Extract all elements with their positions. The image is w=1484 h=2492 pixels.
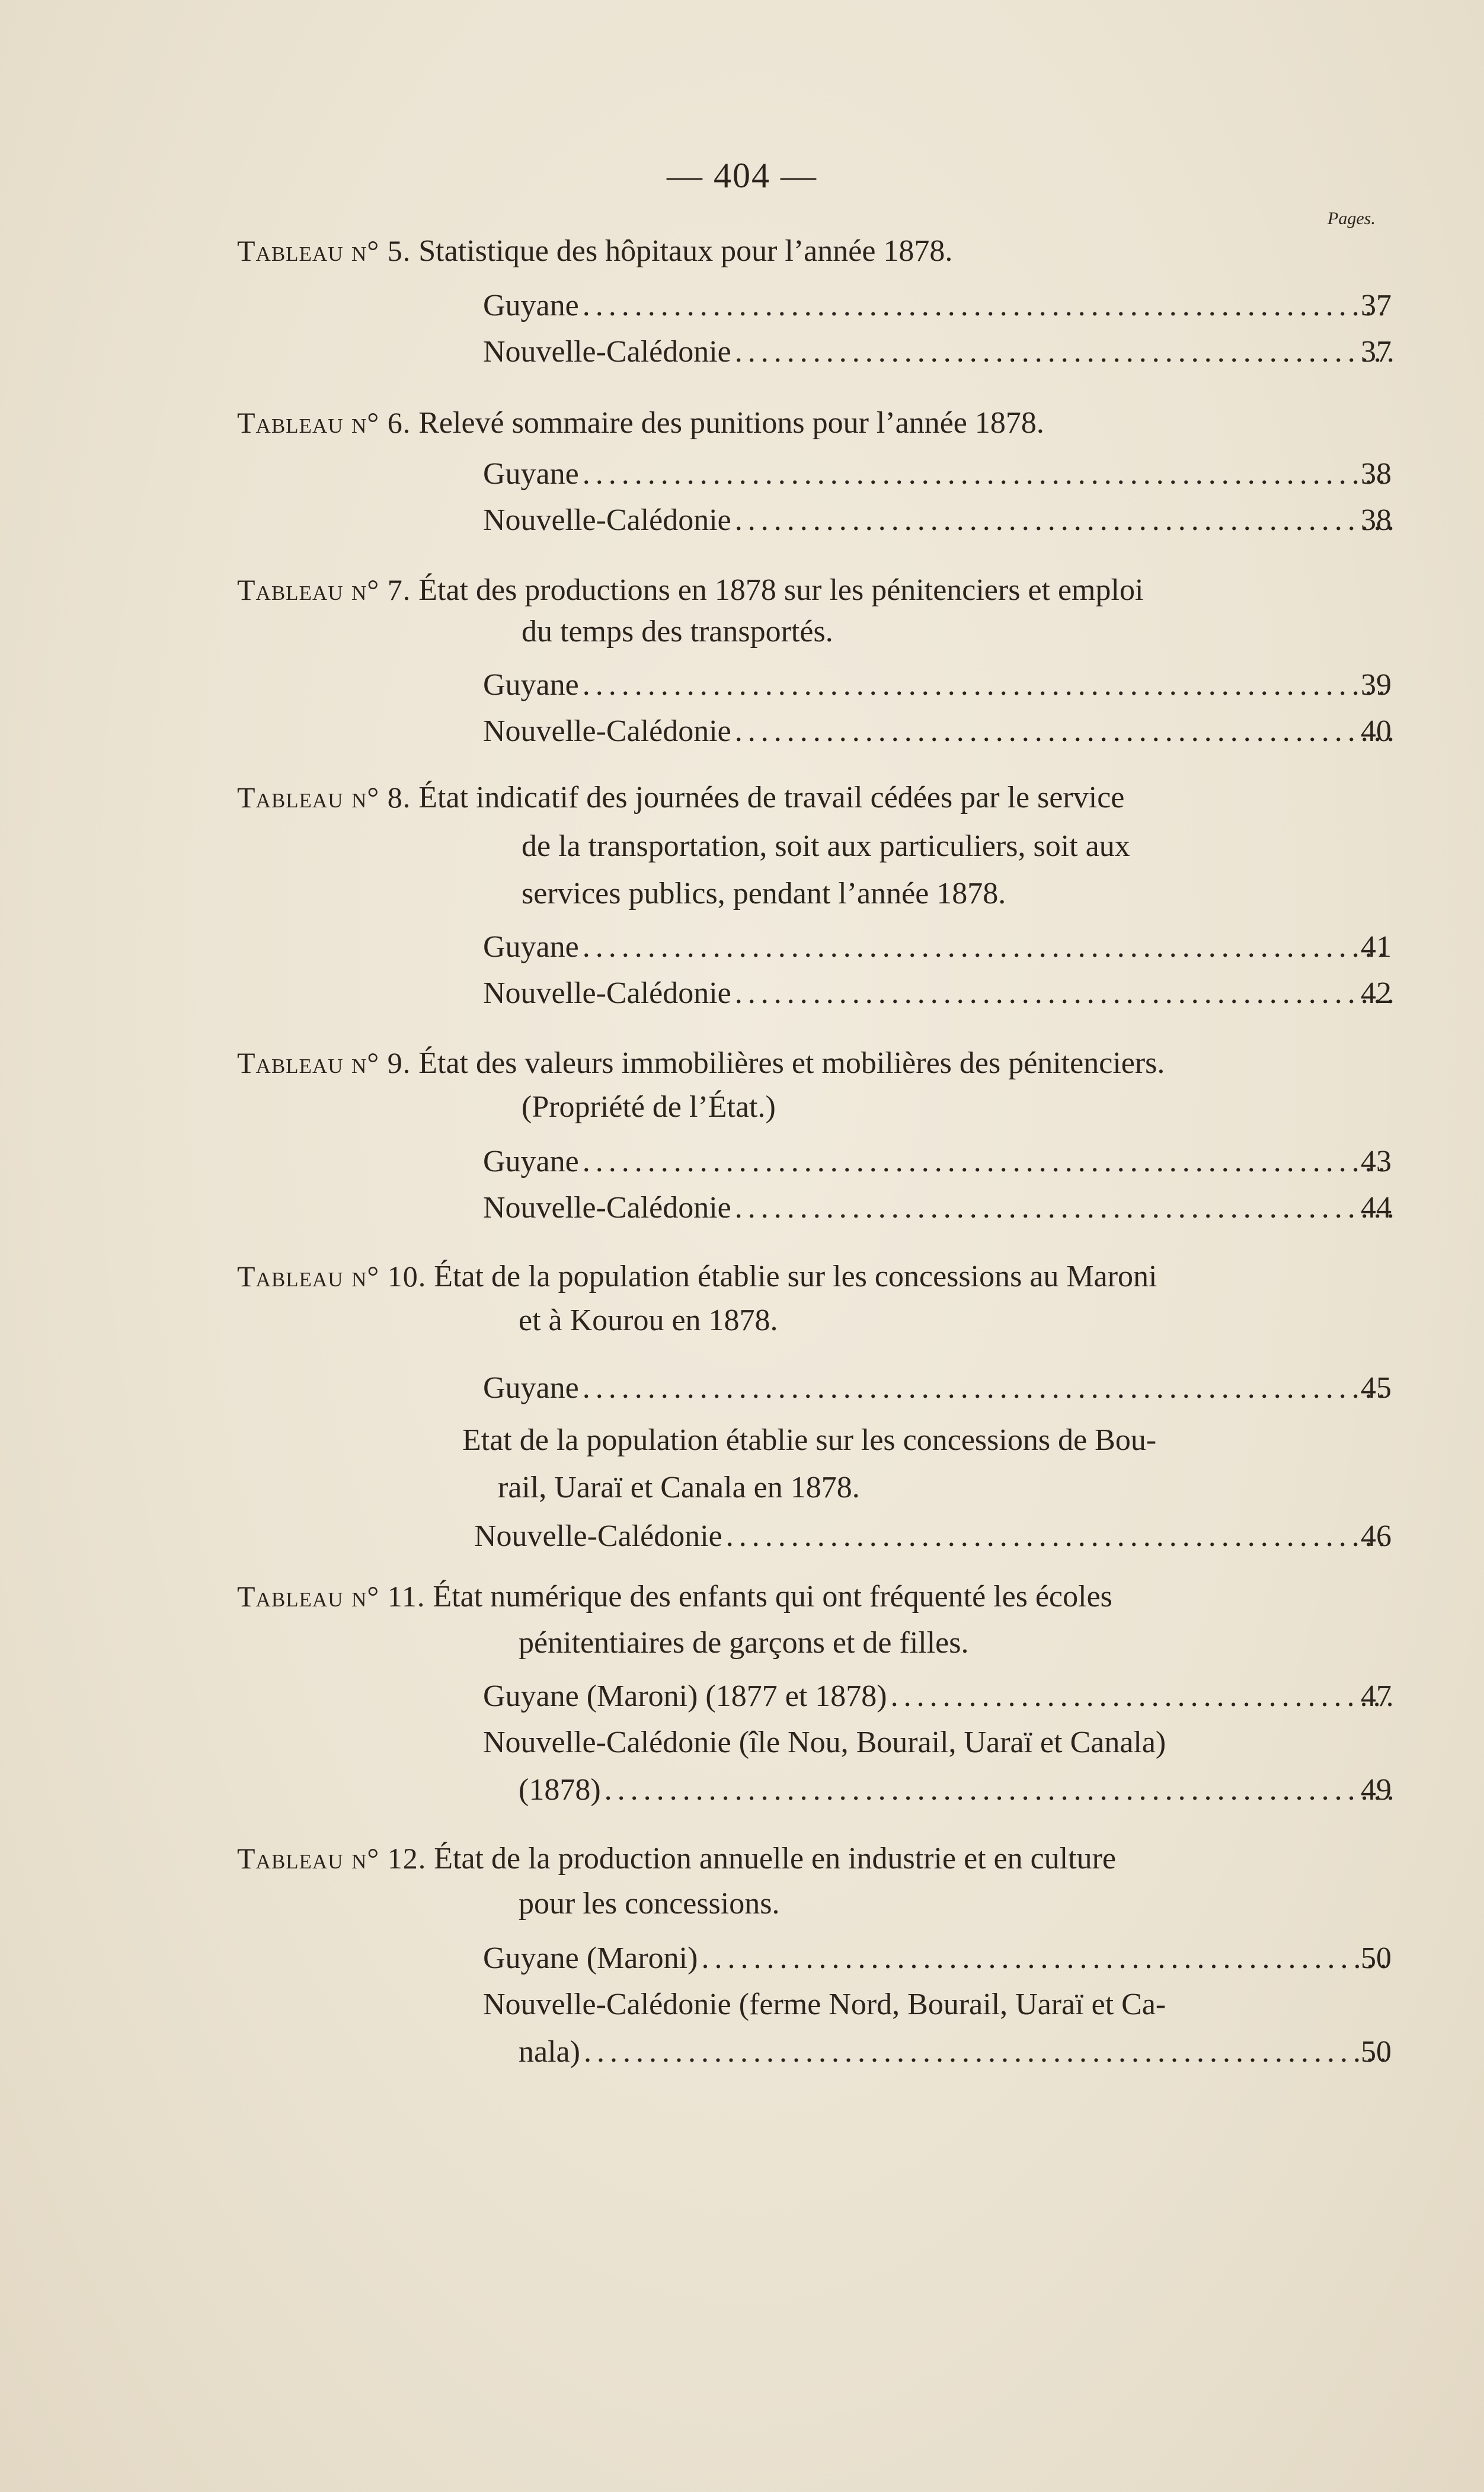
leader-dots: [579, 1146, 1393, 1177]
leader-dots: [601, 1775, 1393, 1806]
toc-entry[interactable]: [483, 1681, 1393, 1712]
page-ref: 49: [1361, 1773, 1392, 1807]
toc-entry[interactable]: [483, 1943, 1393, 1974]
toc-entry[interactable]: [483, 1373, 1393, 1404]
table-6-title: [237, 408, 1044, 439]
entry-text: Guyane (Maroni): [483, 1941, 698, 1975]
entry-text: Guyane: [483, 289, 579, 322]
table-label: Tableau n° 10.: [237, 1260, 427, 1293]
page-ref: 43: [1361, 1145, 1392, 1178]
page-ref: 50: [1361, 1941, 1392, 1975]
entry-text: Nouvelle-Calédonie: [483, 1191, 731, 1225]
entry-text: Guyane: [483, 668, 579, 702]
toc-entry[interactable]: [483, 978, 1393, 1009]
entry-text: Nouvelle-Calédonie: [474, 1519, 722, 1553]
page-ref: 37: [1361, 335, 1392, 369]
toc-entry[interactable]: [483, 716, 1393, 747]
toc-entry[interactable]: [483, 1146, 1393, 1177]
table-5-title: [237, 236, 952, 267]
page-ref: 50: [1361, 2035, 1392, 2069]
table-title-continuation: et à Kourou en 1878.: [519, 1303, 778, 1337]
toc-entry[interactable]: [519, 1775, 1393, 1806]
leader-dots: [731, 505, 1393, 536]
table-title-text: État numérique des enfants qui ont fréquenté les écoles: [433, 1580, 1112, 1614]
toc-entry[interactable]: [483, 670, 1393, 701]
table-title-continuation: pour les concessions.: [519, 1887, 780, 1921]
entry-text: Guyane (Maroni) (1877 et 1878): [483, 1679, 887, 1713]
table-title-text: État de la production annuelle en industrie et en culture: [434, 1842, 1117, 1876]
entry-text: nala): [519, 2035, 580, 2069]
table-9-title: [237, 1048, 1165, 1079]
leader-dots: [731, 716, 1393, 747]
table-title-text: État indicatif des journées de travail cédées par le service: [418, 781, 1125, 814]
table-title-continuation: de la transportation, soit aux particuliers, soit aux: [522, 829, 1130, 863]
table-title-text: État des valeurs immobilières et mobilières des pénitenciers.: [418, 1046, 1165, 1080]
table-title-continuation: (Propriété de l’État.): [522, 1090, 776, 1124]
page-ref: 41: [1361, 930, 1392, 964]
page-ref: 39: [1361, 668, 1392, 702]
leader-dots: [579, 290, 1393, 321]
toc-entry[interactable]: [519, 2037, 1393, 2068]
entry-text: (1878): [519, 1773, 601, 1807]
toc-entry[interactable]: [483, 337, 1393, 368]
toc-entry[interactable]: [483, 290, 1393, 321]
page-ref: 38: [1361, 457, 1392, 491]
page-ref: 47: [1361, 1679, 1392, 1713]
table-title-text: Statistique des hôpitaux pour l’année 1878.: [418, 234, 953, 268]
entry-text: Guyane: [483, 1371, 579, 1405]
page-number-header: — 404 —: [667, 156, 817, 195]
entry-text: Nouvelle-Calédonie: [483, 976, 731, 1010]
table-label: Tableau n° 12.: [237, 1842, 427, 1875]
table-label: Tableau n° 11.: [237, 1580, 426, 1613]
entry-text: Guyane: [483, 1145, 579, 1178]
table-10-title: [237, 1261, 1157, 1292]
page-ref: 37: [1361, 289, 1392, 322]
table-title-text: Relevé sommaire des punitions pour l’année 1878.: [418, 406, 1044, 440]
toc-entry[interactable]: [483, 505, 1393, 536]
entry-text: Nouvelle-Calédonie: [483, 714, 731, 748]
leader-dots: [579, 932, 1393, 963]
sub-title-line: Nouvelle-Calédonie (ferme Nord, Bourail, Uaraï et Ca-: [483, 1988, 1166, 2021]
table-11-title: [237, 1582, 1112, 1612]
page-ref: 42: [1361, 976, 1392, 1010]
leader-dots: [731, 1193, 1393, 1223]
table-title-continuation: pénitentiaires de garçons et de filles.: [519, 1626, 969, 1660]
table-title-text: État des productions en 1878 sur les pénitenciers et emploi: [418, 573, 1144, 607]
table-label: Tableau n° 9.: [237, 1046, 411, 1079]
sub-title-line: Etat de la population établie sur les concessions de Bou-: [462, 1423, 1157, 1457]
toc-entry[interactable]: [483, 932, 1393, 963]
table-12-title: [237, 1844, 1116, 1874]
leader-dots: [579, 1373, 1393, 1404]
pages-column-label: Pages.: [1328, 209, 1376, 228]
toc-entry[interactable]: [483, 459, 1393, 490]
table-7-title: [237, 575, 1143, 606]
sub-title-line: Nouvelle-Calédonie (île Nou, Bourail, Uaraï et Canala): [483, 1726, 1166, 1759]
page-ref: 46: [1361, 1519, 1392, 1553]
leader-dots: [580, 2037, 1393, 2068]
leader-dots: [731, 337, 1393, 368]
sub-title-line: rail, Uaraï et Canala en 1878.: [498, 1471, 860, 1504]
table-title-text: État de la population établie sur les concessions au Maroni: [434, 1260, 1157, 1293]
page-ref: 45: [1361, 1371, 1392, 1405]
page-ref: 40: [1361, 714, 1392, 748]
leader-dots: [698, 1943, 1393, 1974]
table-label: Tableau n° 6.: [237, 406, 411, 439]
toc-entry[interactable]: [474, 1521, 1384, 1552]
table-title-continuation: services publics, pendant l’année 1878.: [522, 877, 1006, 910]
table-label: Tableau n° 8.: [237, 781, 411, 814]
leader-dots: [887, 1681, 1393, 1712]
table-title-continuation: du temps des transportés.: [522, 615, 833, 648]
leader-dots: [731, 978, 1393, 1009]
leader-dots: [722, 1521, 1384, 1552]
entry-text: Nouvelle-Calédonie: [483, 503, 731, 537]
leader-dots: [579, 670, 1393, 701]
page-ref: 44: [1361, 1191, 1392, 1225]
table-label: Tableau n° 7.: [237, 573, 411, 606]
page-ref: 38: [1361, 503, 1392, 537]
toc-entry[interactable]: [483, 1193, 1393, 1223]
leader-dots: [579, 459, 1393, 490]
entry-text: Guyane: [483, 930, 579, 964]
entry-text: Nouvelle-Calédonie: [483, 335, 731, 369]
table-label: Tableau n° 5.: [237, 234, 411, 267]
entry-text: Guyane: [483, 457, 579, 491]
table-8-title: [237, 782, 1124, 813]
